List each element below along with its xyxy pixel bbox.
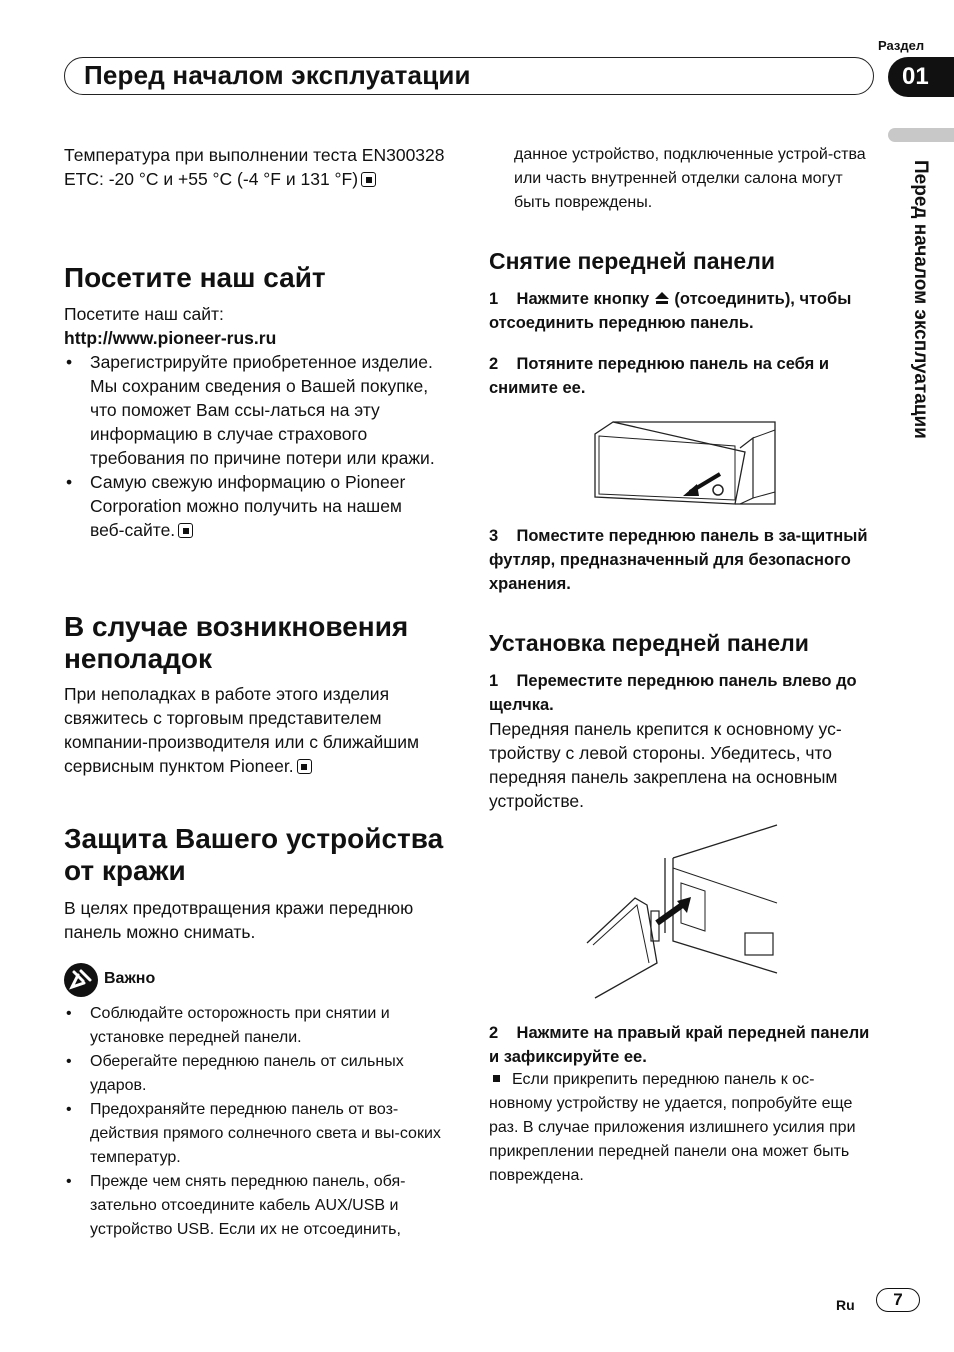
removal-heading: Снятие передней панели	[489, 248, 775, 274]
square-bullet-icon	[493, 1075, 500, 1082]
end-mark-icon	[361, 172, 376, 187]
side-tab-label: Перед началом эксплуатации	[910, 160, 931, 439]
install-heading: Установка передней панели	[489, 630, 809, 656]
install-step-2: 2 Нажмите на правый край передней панели и зафиксируйте ее.	[489, 1024, 870, 1066]
theft-heading: Защита Вашего устройства от кражи	[64, 823, 444, 886]
side-tab-marker	[888, 128, 954, 142]
trouble-heading: В случае возникновения неполадок	[64, 611, 409, 674]
list-item: • Соблюдайте осторожность при снятии и установке передней панели.	[64, 1002, 449, 1050]
intro-text: Температура при выполнении теста EN300328 ETC: -20 °C и +55 °C (-4 °F и 131 °F)	[64, 145, 445, 189]
list-item: • Прежде чем снять переднюю панель, обя-зательно отсоедините кабель AUX/USB и устройство USB. Если их не отсоединить,	[64, 1170, 449, 1242]
continuation-text: данное устройство, подключенные устрой-ства или часть внутренней отделки салона могут быть повреждены.	[514, 146, 866, 211]
trouble-text: При неполадках в работе этого изделия свяжитесь с торговым представителем компании-производителя или с ближайшим сервисным пунктом Pioneer.	[64, 684, 420, 776]
end-mark-icon	[297, 759, 312, 774]
list-item: • Оберегайте переднюю панель от сильных ударов.	[64, 1050, 449, 1098]
visit-lead: Посетите наш сайт:	[64, 304, 224, 324]
removal-step-1: 1 Нажмите кнопку (отсоединить), чтобы отсоединить переднюю панель.	[489, 290, 852, 332]
install-note: Если прикрепить переднюю панель к ос-новному устройству не удается, попробуйте еще раз. В случае приложения излишнего усилия при прикреплении передней панели она может быть повреждена.	[489, 1071, 856, 1184]
panel-install-illustration	[585, 823, 780, 1001]
visit-section	[64, 302, 454, 542]
language-code: Ru	[836, 1297, 855, 1313]
removal-step-3: 3 Поместите переднюю панель в за-щитный футляр, предназначенный для безопасного хранения.	[489, 527, 868, 593]
intro-paragraph	[64, 143, 454, 191]
removal-step-2: 2 Потяните переднюю панель на себя и снимите ее.	[489, 355, 830, 397]
page-title: Перед началом эксплуатации	[84, 60, 471, 90]
install-step-1-note: Передняя панель крепится к основному ус-тройству с левой стороны. Убедитесь, что передняя панель закреплена на основным устройстве.	[489, 719, 842, 811]
end-mark-icon	[178, 523, 193, 538]
section-label: Раздел	[878, 38, 925, 53]
list-item: • Зарегистрируйте приобретенное изделие. Мы сохраним сведения о Вашей покупке, что поможет Вам ссы-латься на эту информацию в случае страхового требования по причине потери или кражи.	[64, 350, 439, 470]
detach-icon	[654, 288, 670, 302]
list-item: • Самую свежую информацию о Pioneer Corporation можно получить на нашем веб-сайте.	[64, 470, 439, 542]
section-number-badge: 01	[888, 57, 954, 97]
important-list	[64, 1002, 449, 1242]
trouble-paragraph	[64, 682, 456, 778]
theft-text: В целях предотвращения кражи переднюю панель можно снимать.	[64, 898, 414, 942]
install-step-1: 1 Переместите переднюю панель влево до щелчка.	[489, 672, 857, 714]
visit-heading: Посетите наш сайт	[64, 262, 326, 293]
page-number: 7	[876, 1288, 920, 1312]
website-link[interactable]: http://www.pioneer-rus.ru	[64, 328, 277, 348]
important-label: Важно	[104, 970, 156, 987]
panel-removal-illustration	[585, 412, 780, 507]
important-icon	[64, 963, 98, 997]
list-item: • Предохраняйте переднюю панель от воз-действия прямого солнечного света и вы-соких температур.	[64, 1098, 449, 1170]
